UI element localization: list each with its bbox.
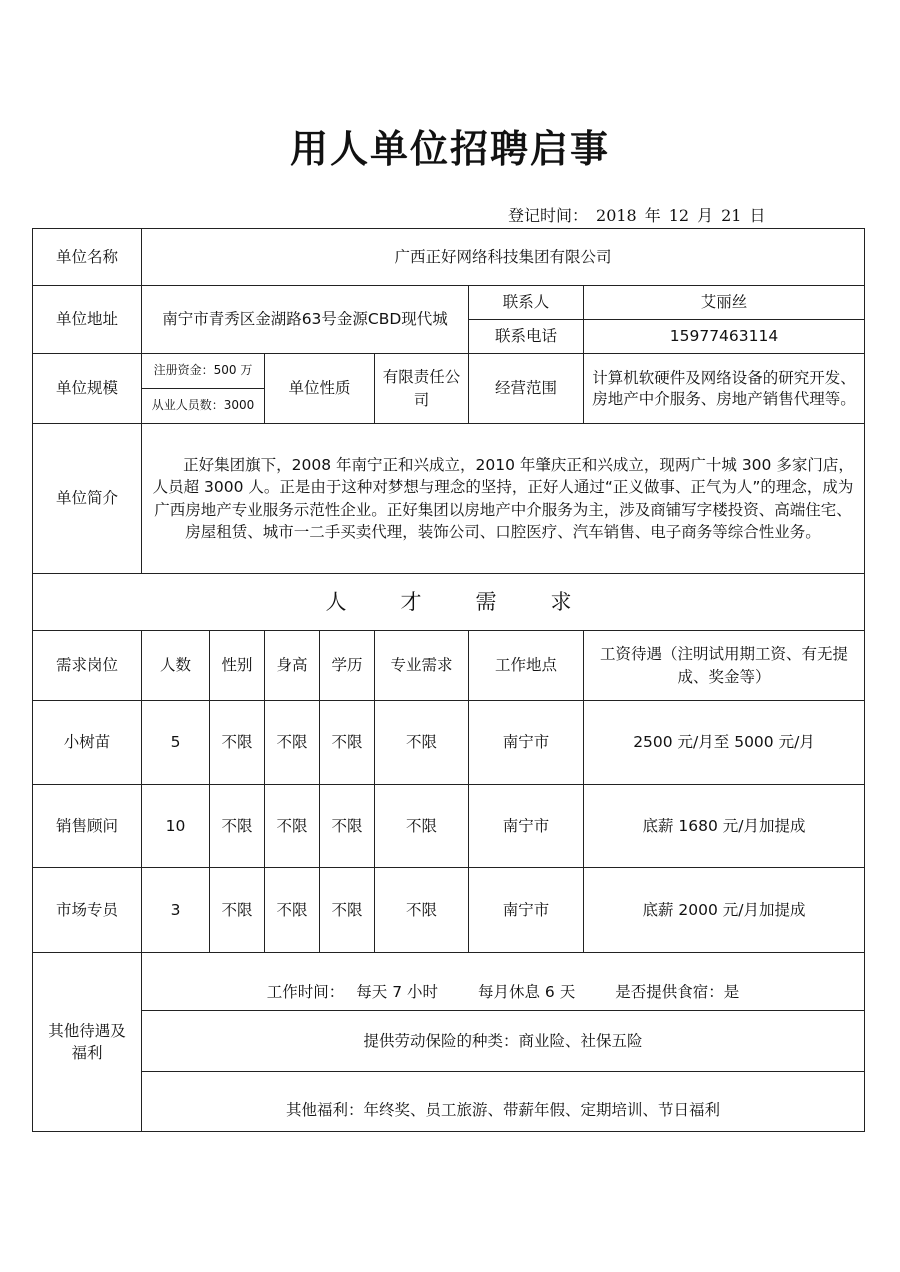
row-major: 不限 <box>375 701 469 785</box>
work-time-cell <box>142 953 865 1011</box>
header-education: 学历 <box>320 631 375 701</box>
other-benefits: 其他福利：年终奖、员工旅游、带薪年假、定期培训、节日福利 <box>142 1072 865 1132</box>
registration-year: 2018 <box>596 206 637 225</box>
row-position: 小树苗 <box>33 701 142 785</box>
row-education: 不限 <box>320 868 375 953</box>
registration-month: 12 <box>668 206 690 225</box>
employee-count: 从业人员数：3000 <box>142 389 265 424</box>
header-position: 需求岗位 <box>33 631 142 701</box>
table-row <box>33 868 865 953</box>
registration-day: 21 <box>721 206 742 225</box>
header-gender: 性别 <box>210 631 265 701</box>
registration-month-unit: 月 <box>697 206 714 225</box>
work-time-value: 每天 7 小时 <box>356 983 438 1002</box>
talent-header-row <box>33 631 865 701</box>
row-location: 南宁市 <box>469 868 584 953</box>
talent-heading-row <box>33 574 865 631</box>
row-count: 10 <box>142 785 210 868</box>
row-gender: 不限 <box>210 701 265 785</box>
row-salary: 底薪 1680 元/月加提成 <box>584 785 865 868</box>
business-scope-label: 经营范围 <box>469 354 584 424</box>
row-height: 不限 <box>265 701 320 785</box>
row-education: 不限 <box>320 701 375 785</box>
company-intro-row <box>33 424 865 574</box>
header-count: 人数 <box>142 631 210 701</box>
benefits-row-insurance <box>33 1011 865 1072</box>
row-salary: 2500 元/月至 5000 元/月 <box>584 701 865 785</box>
table-row <box>33 701 865 785</box>
registration-date <box>508 203 766 226</box>
registered-capital: 注册资金：500 万 <box>142 354 265 389</box>
row-position: 市场专员 <box>33 868 142 953</box>
company-address-value: 南宁市青秀区金湖路63号金源CBD现代城 <box>142 286 469 354</box>
talent-heading <box>33 574 865 631</box>
phone-value: 15977463114 <box>584 320 865 354</box>
page-title: 用人单位招聘启事 <box>289 127 610 171</box>
header-height: 身高 <box>265 631 320 701</box>
company-intro-text: 正好集团旗下，2008 年南宁正和兴成立，2010 年肇庆正和兴成立，现两广十城 300 多家门店，人员超 3000 人。正是由于这种对梦想与理念的坚持，正好人通过“正义做事、正气为人”的理念，成为广西房地产专业服务示范性企业。正好集团以房地产中介服务为主，涉及商铺写字楼投资、高端住宅、房屋租赁、城市一二手买卖代理，装饰公司、口腔医疗、汽车销售、电子商务等综合性业务。 <box>152 455 854 541</box>
benefits-row-other <box>33 1072 865 1132</box>
registration-day-unit: 日 <box>749 206 766 225</box>
company-scale-row <box>33 354 865 389</box>
company-nature-label: 单位性质 <box>265 354 375 424</box>
row-location: 南宁市 <box>469 785 584 868</box>
row-gender: 不限 <box>210 868 265 953</box>
row-major: 不限 <box>375 868 469 953</box>
company-address-row <box>33 286 865 320</box>
company-scale-label: 单位规模 <box>33 354 142 424</box>
work-time-label: 工作时间： <box>266 983 345 1002</box>
registration-label: 登记时间： <box>508 206 589 225</box>
contact-value: 艾丽丝 <box>584 286 865 320</box>
row-height: 不限 <box>265 868 320 953</box>
registration-year-unit: 年 <box>644 206 661 225</box>
company-intro-label: 单位简介 <box>33 424 142 574</box>
contact-label: 联系人 <box>469 286 584 320</box>
recruitment-form <box>32 228 865 1132</box>
talent-heading-char: 人 <box>325 589 347 614</box>
company-nature-value: 有限责任公司 <box>375 354 469 424</box>
row-education: 不限 <box>320 785 375 868</box>
rest-days: 每月休息 6 天 <box>478 983 576 1002</box>
table-row <box>33 785 865 868</box>
insurance-info: 提供劳动保险的种类：商业险、社保五险 <box>142 1011 865 1072</box>
row-height: 不限 <box>265 785 320 868</box>
company-address-label: 单位地址 <box>33 286 142 354</box>
benefits-label: 其他待遇及福利 <box>33 953 142 1132</box>
company-name-label: 单位名称 <box>33 229 142 286</box>
row-major: 不限 <box>375 785 469 868</box>
header-major: 专业需求 <box>375 631 469 701</box>
header-location: 工作地点 <box>469 631 584 701</box>
talent-heading-char: 需 <box>475 589 497 614</box>
talent-heading-char: 才 <box>400 589 422 614</box>
header-salary: 工资待遇（注明试用期工资、有无提成、奖金等） <box>584 631 865 701</box>
row-position: 销售顾问 <box>33 785 142 868</box>
row-salary: 底薪 2000 元/月加提成 <box>584 868 865 953</box>
lodging-info: 是否提供食宿：是 <box>615 983 740 1002</box>
benefits-row-worktime <box>33 953 865 1011</box>
talent-heading-char: 求 <box>550 589 572 614</box>
phone-label: 联系电话 <box>469 320 584 354</box>
row-location: 南宁市 <box>469 701 584 785</box>
company-name-value: 广西正好网络科技集团有限公司 <box>142 229 865 286</box>
row-count: 3 <box>142 868 210 953</box>
company-intro-cell <box>142 424 865 574</box>
company-name-row <box>33 229 865 286</box>
row-count: 5 <box>142 701 210 785</box>
row-gender: 不限 <box>210 785 265 868</box>
business-scope-value: 计算机软硬件及网络设备的研究开发、房地产中介服务、房地产销售代理等。 <box>584 354 865 424</box>
